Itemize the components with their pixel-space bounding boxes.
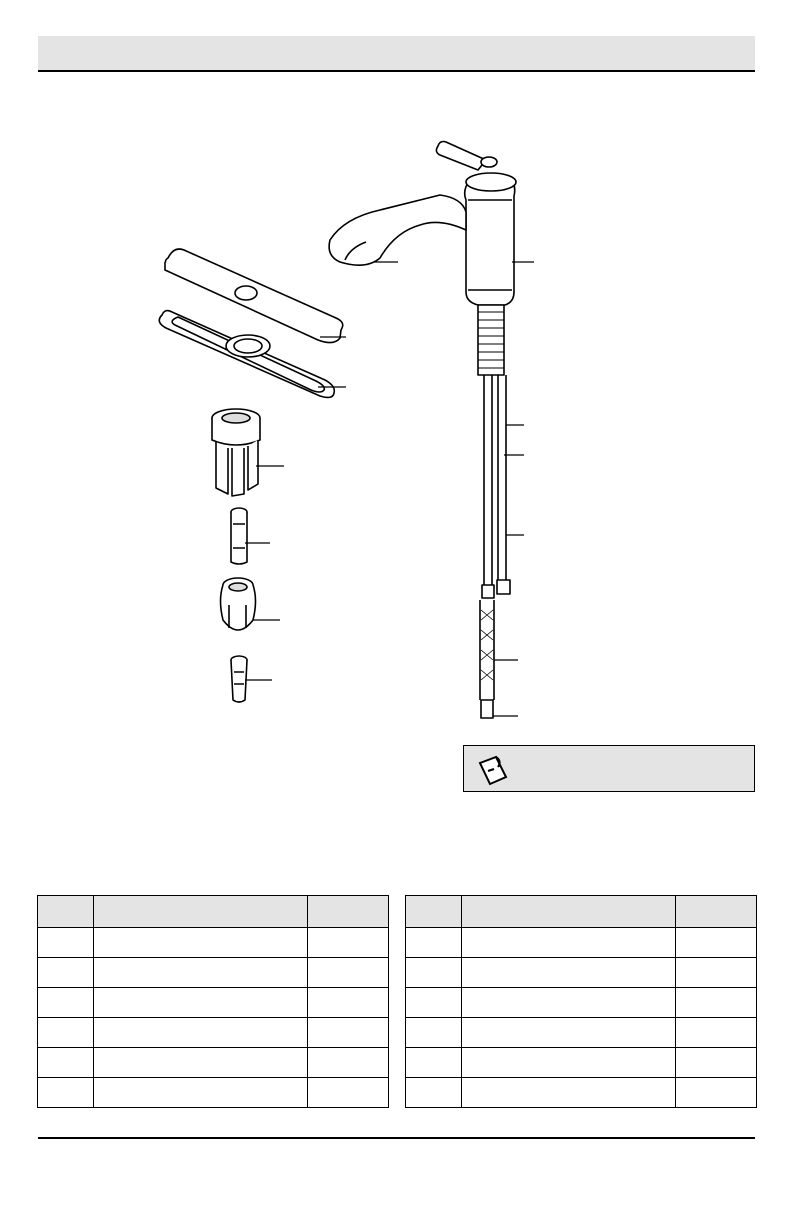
header-bar bbox=[38, 36, 755, 72]
table-cell bbox=[406, 928, 462, 958]
table-cell bbox=[406, 1078, 462, 1108]
table-row bbox=[38, 928, 389, 958]
col-header bbox=[462, 896, 676, 928]
table-cell bbox=[38, 1018, 94, 1048]
lock-nut bbox=[221, 578, 281, 630]
table-cell bbox=[676, 1078, 757, 1108]
table-cell bbox=[676, 1048, 757, 1078]
table-cell bbox=[462, 1018, 676, 1048]
faucet-handle bbox=[436, 142, 497, 171]
table-cell bbox=[94, 1018, 308, 1048]
mounting-nut bbox=[212, 409, 284, 496]
col-header bbox=[308, 896, 389, 928]
table-cell bbox=[462, 1048, 676, 1078]
exploded-parts-diagram bbox=[0, 80, 793, 730]
col-header bbox=[676, 896, 757, 928]
table-cell bbox=[462, 1078, 676, 1108]
table-cell bbox=[308, 988, 389, 1018]
table-row bbox=[38, 1078, 389, 1108]
col-header bbox=[38, 896, 94, 928]
table-row bbox=[406, 958, 757, 988]
table-row bbox=[38, 1048, 389, 1078]
table-cell bbox=[406, 1018, 462, 1048]
table-cell bbox=[38, 1048, 94, 1078]
table-row bbox=[406, 1018, 757, 1048]
parts-table-right bbox=[405, 895, 757, 1108]
table-cell bbox=[94, 1048, 308, 1078]
table-cell bbox=[94, 928, 308, 958]
supply-hoses bbox=[482, 375, 524, 598]
table-cell bbox=[38, 958, 94, 988]
table-cell bbox=[462, 958, 676, 988]
table-cell bbox=[406, 988, 462, 1018]
table-header-row bbox=[406, 896, 757, 928]
table-row bbox=[406, 988, 757, 1018]
table-row bbox=[38, 1018, 389, 1048]
footer-rule bbox=[38, 1137, 755, 1139]
threaded-shank bbox=[478, 305, 504, 375]
table-row bbox=[406, 928, 757, 958]
parts-table-left bbox=[37, 895, 389, 1108]
col-header bbox=[406, 896, 462, 928]
shank-sleeve bbox=[231, 508, 270, 564]
table-cell bbox=[94, 988, 308, 1018]
table-cell bbox=[676, 928, 757, 958]
table-cell bbox=[406, 1048, 462, 1078]
table-row bbox=[406, 1048, 757, 1078]
spray-hose bbox=[480, 600, 518, 718]
table-cell bbox=[462, 988, 676, 1018]
table-cell bbox=[406, 958, 462, 988]
col-header bbox=[94, 896, 308, 928]
table-cell bbox=[676, 988, 757, 1018]
table-cell bbox=[462, 928, 676, 958]
note-box bbox=[463, 745, 755, 792]
table-cell bbox=[308, 1078, 389, 1108]
table-cell bbox=[308, 958, 389, 988]
table-cell bbox=[676, 958, 757, 988]
faucet-body bbox=[465, 173, 534, 305]
table-cell bbox=[308, 1048, 389, 1078]
table-cell bbox=[94, 1078, 308, 1108]
table-cell bbox=[676, 1018, 757, 1048]
spray-head bbox=[329, 195, 466, 265]
note-pad-icon bbox=[476, 753, 510, 787]
table-cell bbox=[308, 928, 389, 958]
plastic-nut bbox=[231, 656, 272, 702]
table-row bbox=[406, 1078, 757, 1108]
table-cell bbox=[38, 928, 94, 958]
table-cell bbox=[308, 1018, 389, 1048]
table-cell bbox=[38, 1078, 94, 1108]
table-header-row bbox=[38, 896, 389, 928]
table-cell bbox=[94, 958, 308, 988]
table-row bbox=[38, 988, 389, 1018]
table-row bbox=[38, 958, 389, 988]
table-cell bbox=[38, 988, 94, 1018]
